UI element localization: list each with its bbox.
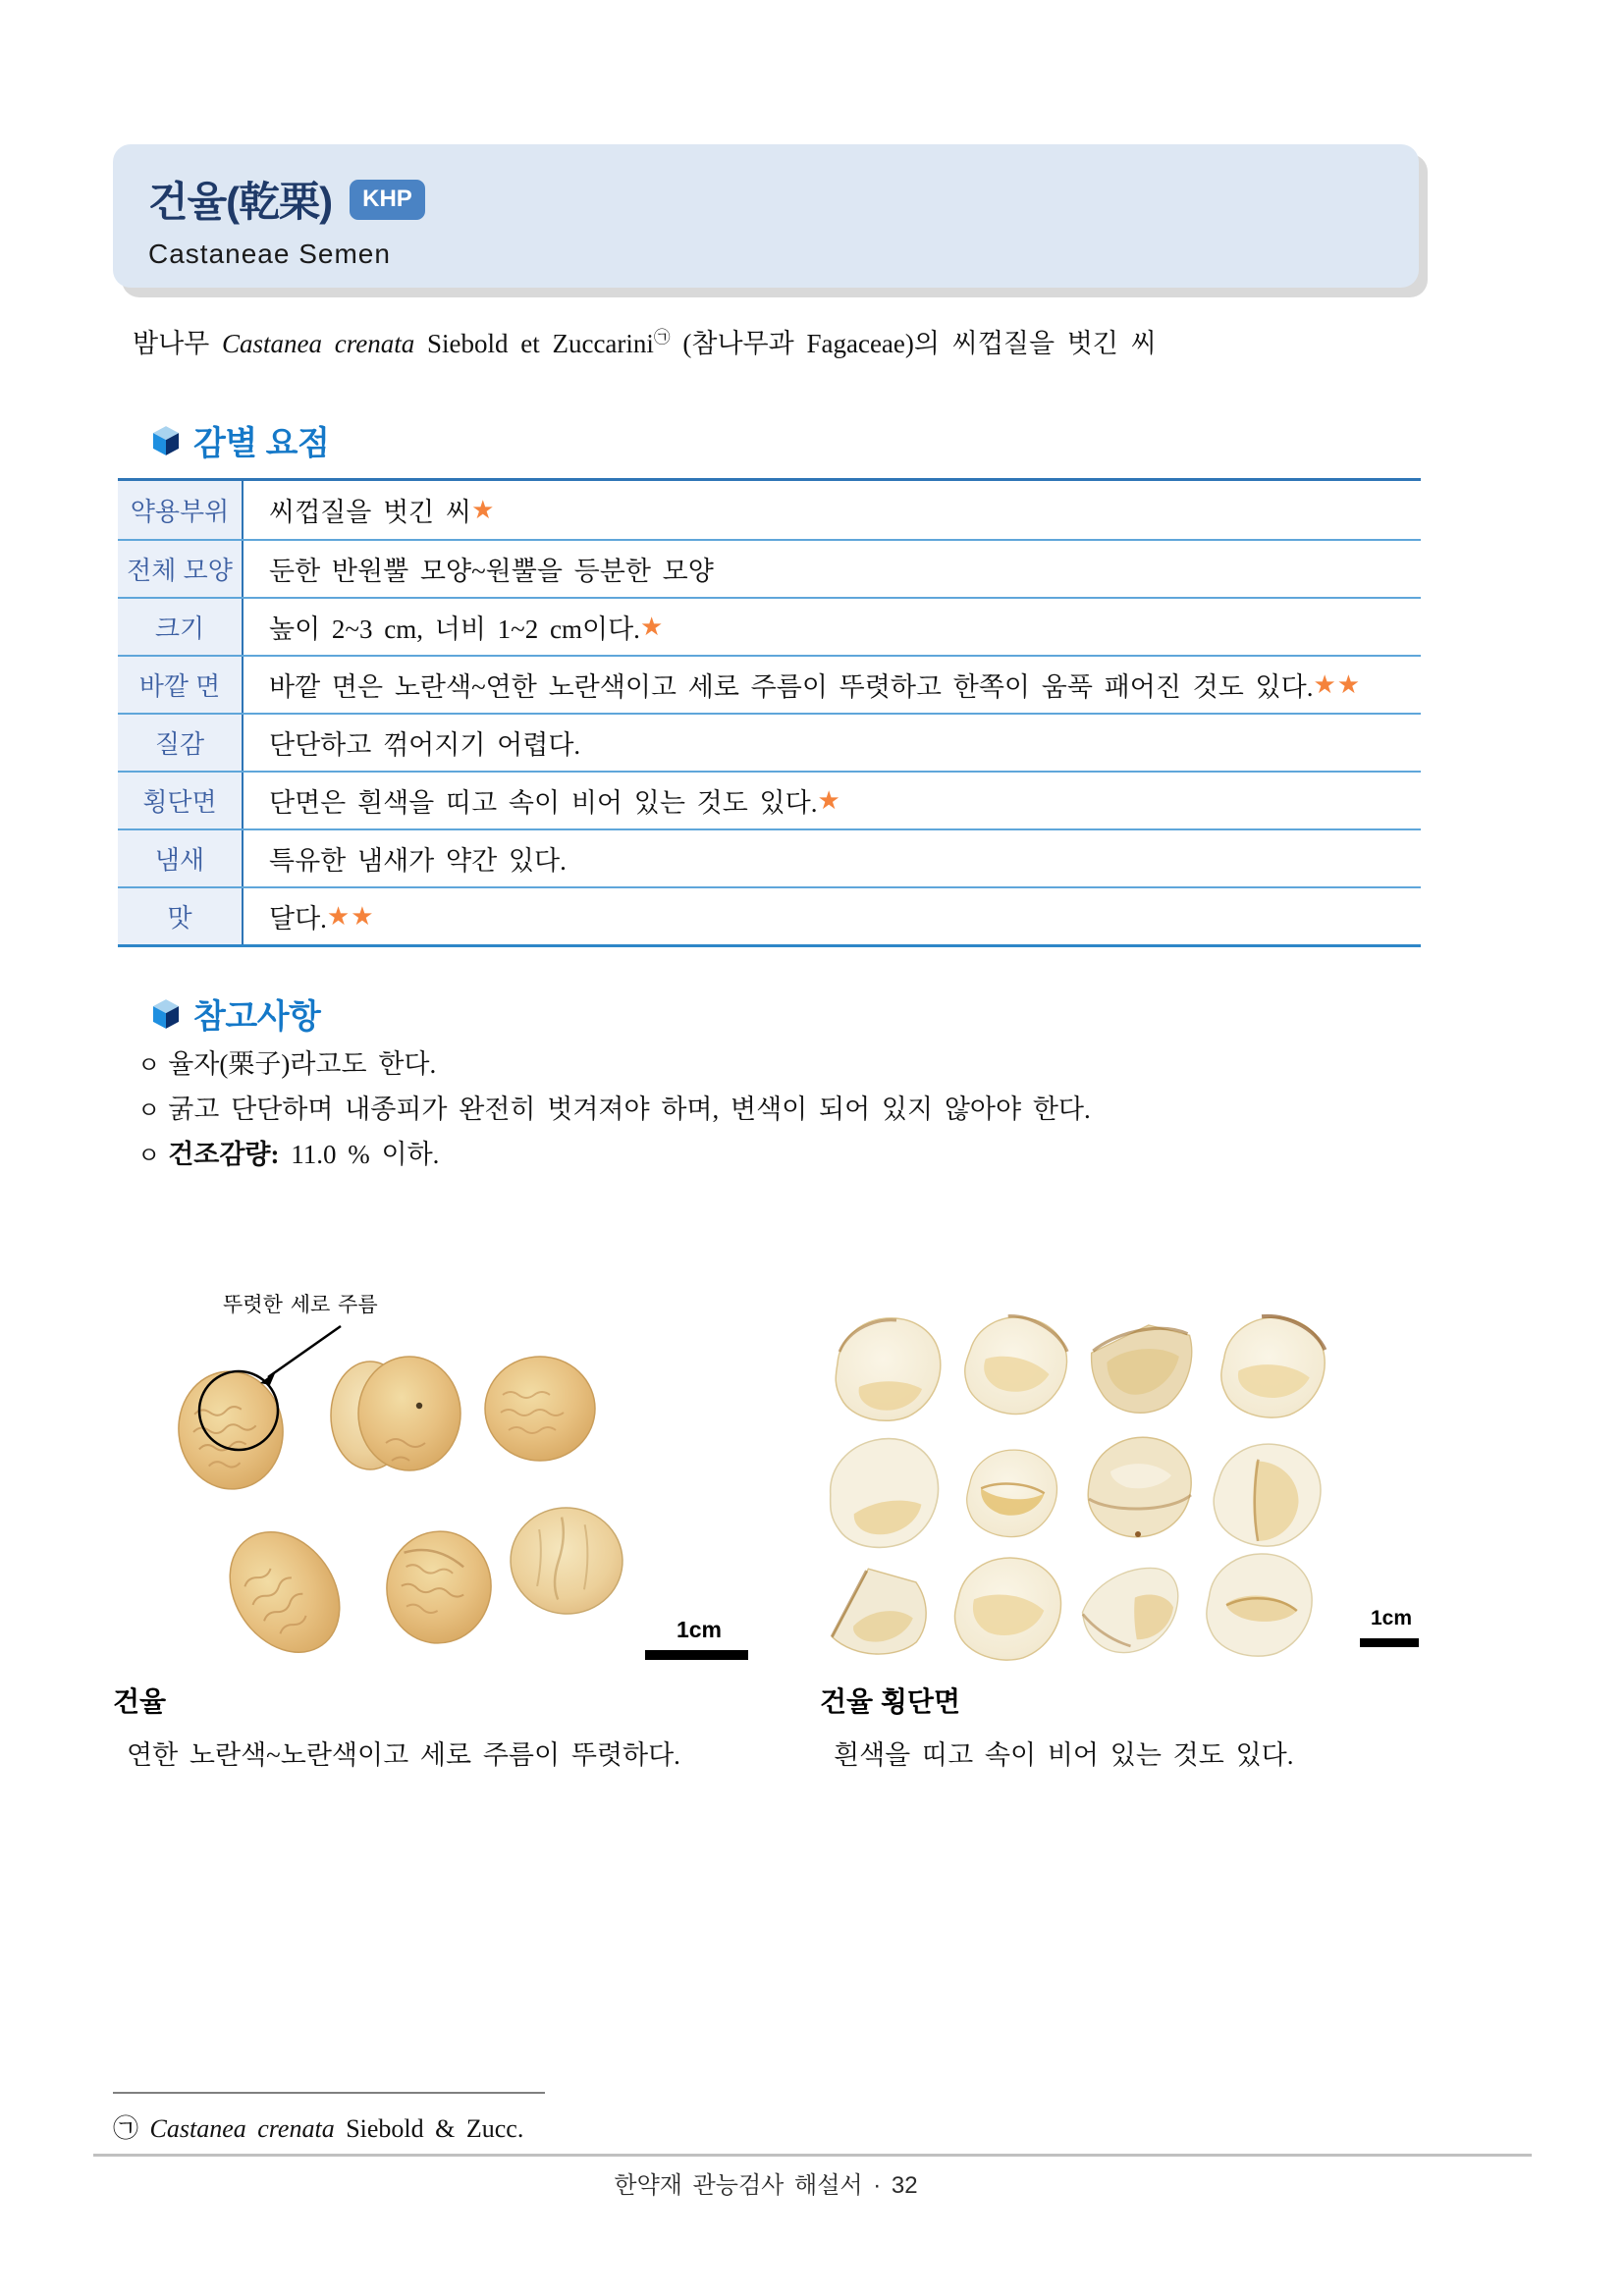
note-item [137,1088,1414,1133]
caption-right [820,1681,1429,1772]
footnote-species: Castanea crenata [149,2114,335,2143]
row-text: 달다. [269,904,327,934]
origin-prefix: 밤나무 [133,329,222,358]
cube-icon [152,425,180,456]
row-label: 전체 모양 [118,541,244,597]
khp-badge: KHP [350,180,425,220]
caption-text: 흰색을 띠고 속이 비어 있는 것도 있다. [834,1740,1294,1770]
row-stars: ★ [639,612,665,642]
cross-section-photo-svg [820,1261,1424,1674]
row-text: 바깥 면은 노란색~연한 노란색이고 세로 주름이 뚜렷하고 한쪽이 움푹 패어진 것도 있다. [269,672,1314,702]
footnote-mark: ㉠ [653,328,671,347]
note-text: 율자(栗子)라고도 한다. [168,1049,437,1079]
row-text: 높이 2~3 cm, 너비 1~2 cm이다. [269,614,640,644]
page-footer: 한약재 관능검사 해설서 · 32 [614,2172,918,2199]
bullet-circle: ㅇ [137,1052,161,1079]
row-text: 둔한 반원뿔 모양~원뿔을 등분한 모양 [269,557,714,586]
note-text: 11.0 % 이하. [279,1140,440,1169]
chestnut-shape [507,1504,625,1618]
note-text: 굵고 단단하며 내종피가 완전히 벗겨져야 하며, 변색이 되어 있지 않아야 한다. [168,1095,1091,1124]
chestnut-shape [380,1524,499,1650]
note-item: ㅇ 건조감량: 11.0 % 이하. [137,1140,440,1169]
row-text: 씨껍질을 벗긴 씨 [269,498,472,527]
footnote [113,2109,523,2145]
cross-section-photo [820,1261,1424,1674]
scale-bar [645,1650,748,1660]
row-stars: ★ [471,495,496,525]
table-row [118,481,1421,539]
cross-section-shape [1088,1321,1198,1418]
row-label: 맛 [118,888,244,944]
section-notes [152,989,320,1038]
cross-section-shape [822,1432,946,1554]
cross-section-shape [963,1445,1060,1541]
footnote-rule [113,2092,545,2094]
cross-section-shape [1218,1313,1327,1421]
table-row [118,771,1421,828]
section-title: 참고사항 [193,998,321,1036]
table-row [118,886,1421,944]
cross-section-shape [950,1553,1065,1666]
scale-label: 1cm [676,1617,722,1642]
chestnut-photo [113,1261,776,1674]
row-label: 크기 [118,599,244,655]
table-row [118,713,1421,771]
species-authority: Siebold et Zuccarini [414,329,654,358]
cross-section-shape [836,1318,941,1420]
caption-title: 건율 횡단면 [820,1686,961,1717]
chestnut-shape [207,1511,362,1673]
cross-section-shape [1077,1563,1187,1659]
origin-line [133,322,1429,360]
row-stars: ★★ [326,901,375,932]
scale-label: 1cm [1370,1607,1412,1629]
section-title: 감별 요점 [193,425,330,462]
cross-section-shape [1088,1437,1191,1537]
cross-section-shape [957,1308,1075,1423]
row-label: 횡단면 [118,773,244,828]
figure-row [0,1261,1624,1674]
chestnut-photo-svg [113,1261,776,1674]
row-label: 질감 [118,715,244,771]
chestnut-shape [485,1357,595,1461]
footnote-authority: Siebold & Zucc. [334,2114,524,2143]
key-point-table [118,478,1421,947]
row-label: 약용부위 [118,481,244,539]
cross-section-shape [1207,1435,1327,1554]
origin-suffix: (참나무과 Fagaceae)의 씨껍질을 벗긴 씨 [670,329,1157,358]
row-label: 바깥 면 [118,657,244,713]
table-row [118,655,1421,713]
table-row [118,828,1421,886]
scale-bar [1360,1638,1419,1647]
bullet-circle: ㅇ [137,1143,161,1169]
table-row [118,597,1421,655]
species-name: Castanea crenata [222,329,415,358]
row-text: 특유한 냄새가 약간 있다. [269,846,567,876]
footer-rule [93,2154,1532,2157]
header-card [113,144,1419,288]
bullet-circle: ㅇ [137,1097,161,1124]
title-row [148,170,1383,229]
chestnut-shape [331,1357,460,1470]
section-key-points [152,416,329,464]
row-stars: ★ [817,785,841,816]
caption-left [113,1681,820,1772]
caption-text: 연한 노란색~노란색이고 세로 주름이 뚜렷하다. [127,1740,680,1770]
notes-list [137,1042,1414,1178]
cross-section-shape [828,1565,929,1657]
cross-section-shape [1205,1551,1315,1659]
footnote-mark: ㉠ [113,2114,150,2143]
table-row [118,539,1421,597]
row-text: 단단하고 꺾어지기 어렵다. [269,730,581,760]
page-title: 건율(乾栗) [148,179,333,225]
annotation-arrow [268,1326,341,1377]
row-stars: ★★ [1313,669,1362,700]
note-item [137,1042,1414,1088]
latin-subtitle: Castaneae Semen [148,239,391,269]
figure-captions [113,1681,1429,1772]
row-text: 단면은 흰색을 띠고 속이 비어 있는 것도 있다. [269,788,818,818]
cube-icon [152,998,180,1030]
caption-title: 건율 [113,1686,167,1717]
row-label: 냄새 [118,830,244,886]
annotation-label: 뚜렷한 세로 주름 [223,1294,378,1316]
